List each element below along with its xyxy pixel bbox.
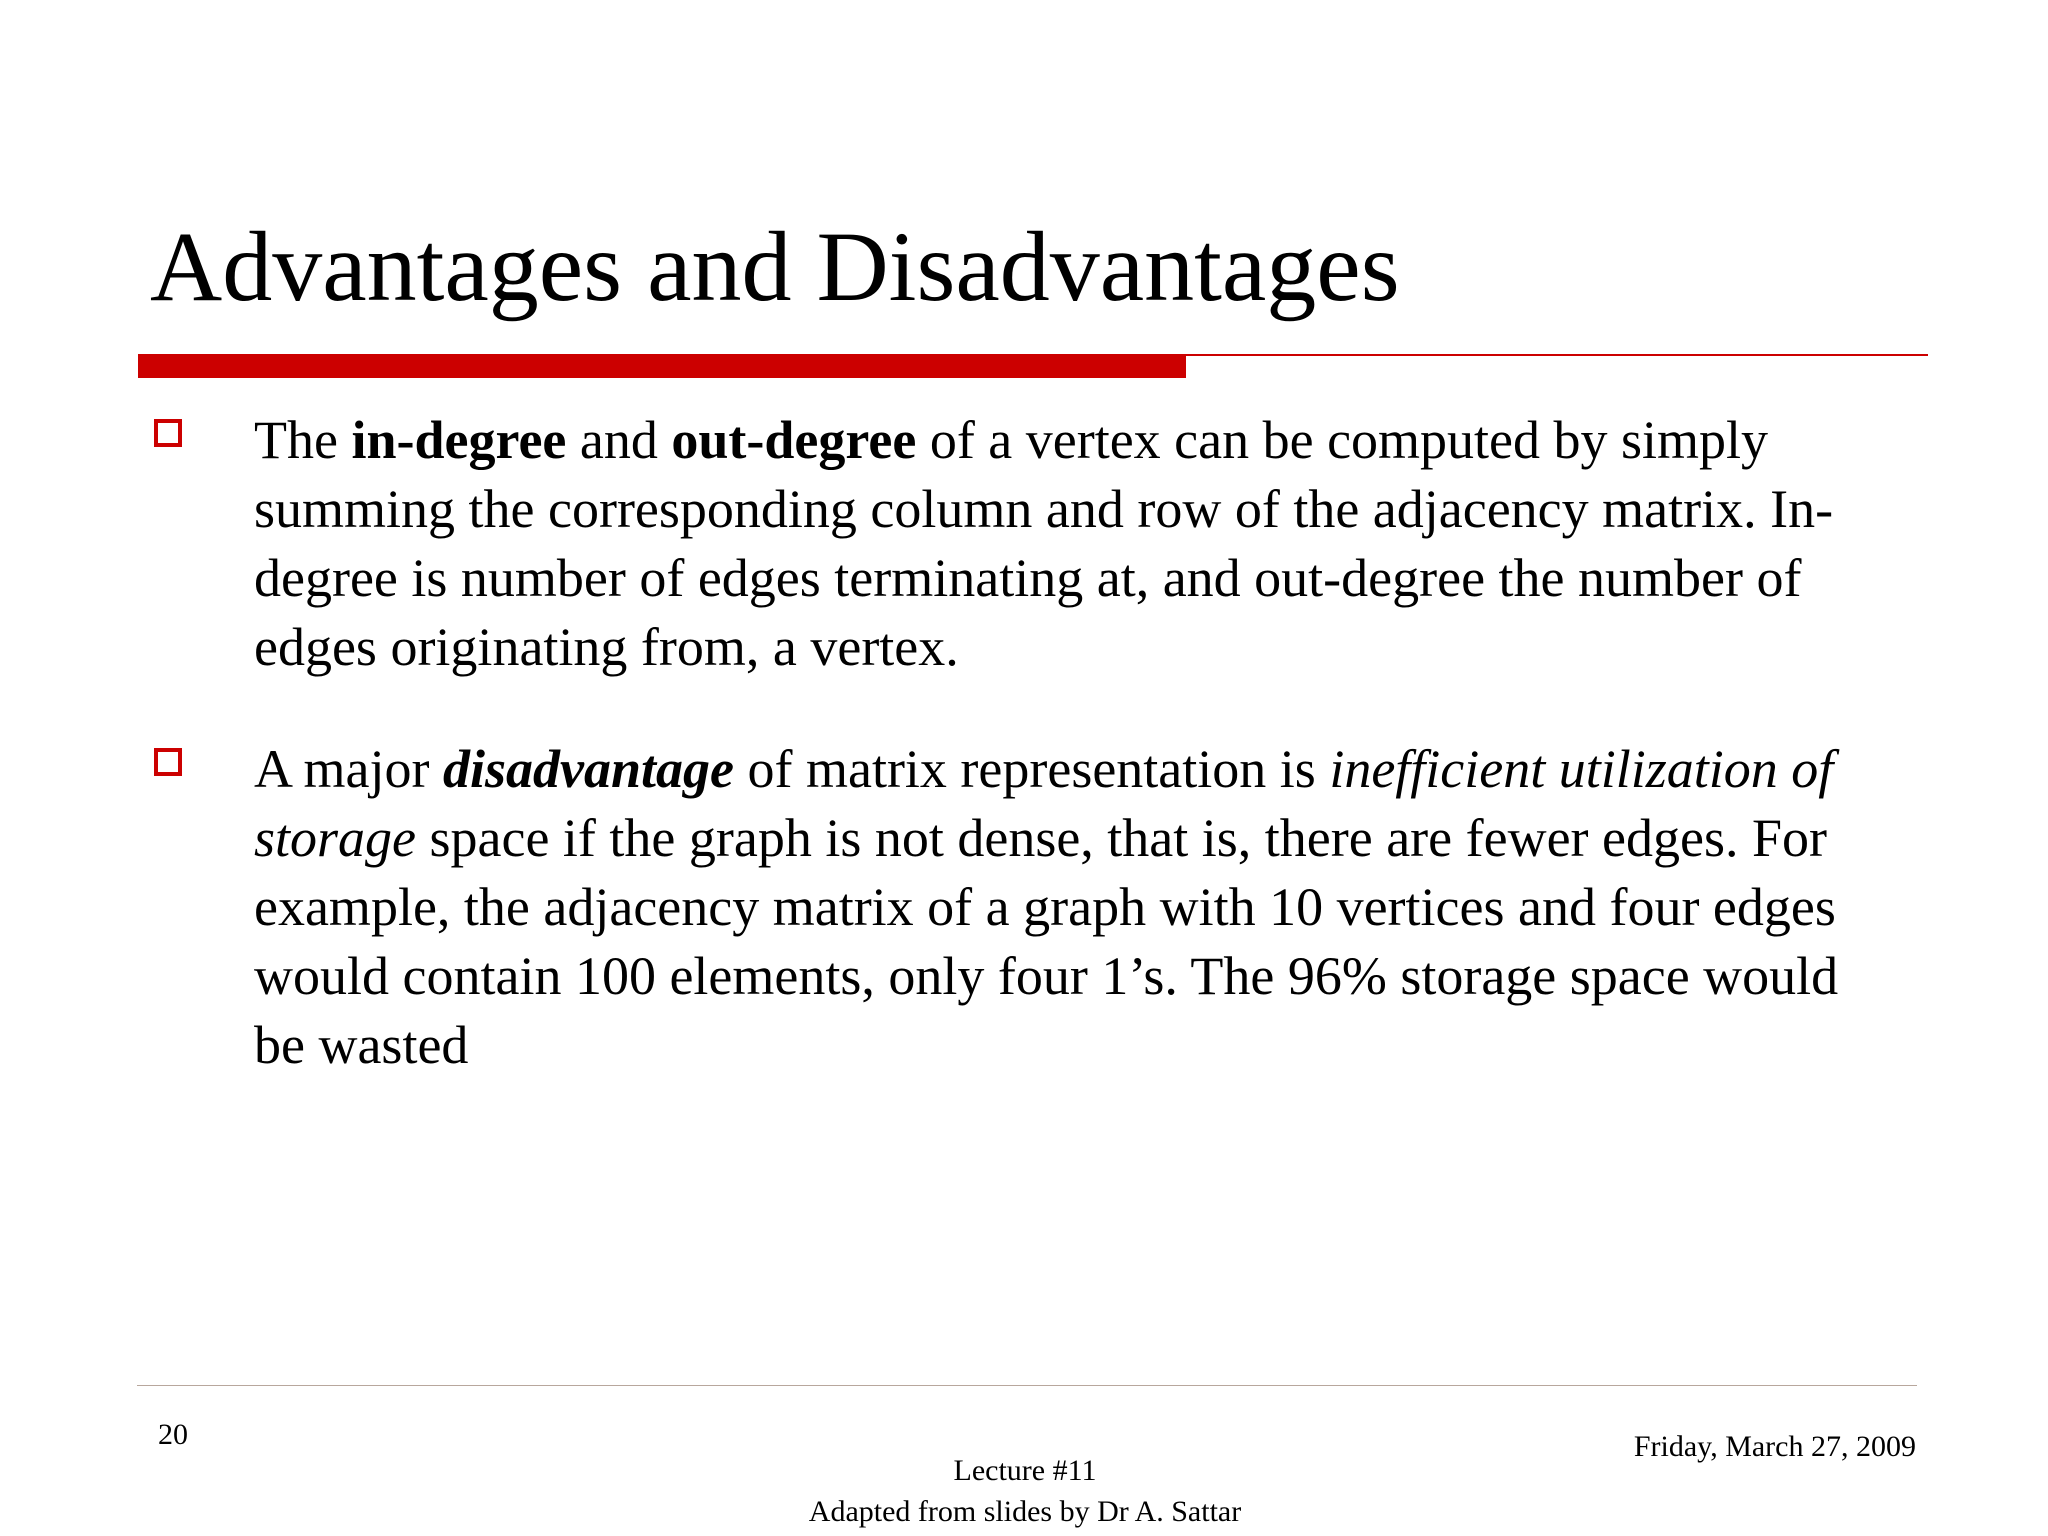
- footer-divider: [137, 1385, 1917, 1386]
- text-run-bold: in-degree: [351, 410, 567, 470]
- hollow-square-bullet-icon: [154, 748, 182, 776]
- text-run: of a vertex can be computed by simply summing the corresponding column and row of the adjacency matrix. In-degree is number of edges terminating at, and out-degree the number of edges originating from, a vertex.: [254, 410, 1834, 677]
- page-number: 20: [158, 1418, 188, 1451]
- text-run-bold: out-degree: [671, 410, 917, 470]
- title-underline-thin: [1186, 354, 1928, 356]
- slide-title: Advantages and Disadvantages: [150, 211, 1400, 322]
- credit-label: Adapted from slides by Dr A. Sattar: [808, 1495, 1242, 1528]
- footer-center: [600, 1450, 1450, 1532]
- lecture-label: Lecture #11: [953, 1454, 1097, 1487]
- bullet-text: [254, 735, 1894, 1080]
- text-run: A major: [254, 739, 443, 799]
- text-run: space if the graph is not dense, that is, there are fewer edges. For example, the adjacency matrix of a graph with 10 vertices and four edges would contain 100 elements, only four 1’s. The 96% storage space would be wasted: [254, 808, 1839, 1075]
- text-run: The: [254, 410, 352, 470]
- text-run-bold-italic: disadvantage: [442, 739, 734, 799]
- bullet-text: [254, 406, 1894, 682]
- footer-date: Friday, March 27, 2009: [1633, 1430, 1916, 1463]
- hollow-square-bullet-icon: [154, 419, 182, 447]
- title-underline-thick: [138, 354, 1186, 378]
- text-run: and: [566, 410, 672, 470]
- text-run: of matrix representation is: [733, 739, 1330, 799]
- text-run-italic: inefficient utilization of storage: [254, 739, 1834, 868]
